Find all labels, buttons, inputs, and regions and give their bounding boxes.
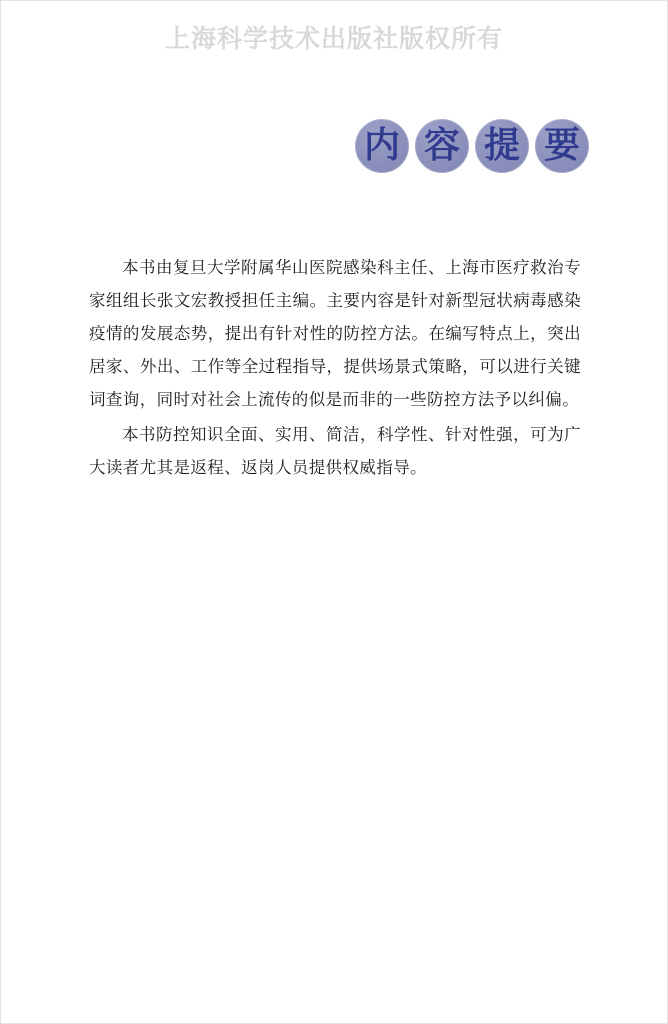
title-badge-3-label: 提 (483, 124, 520, 166)
abstract-body (89, 251, 581, 486)
paragraph-1: 本书由复旦大学附属华山医院感染科主任、上海市医疗救治专家组组长张文宏教授担任主编。主要内容是针对新型冠状病毒感染疫情的发展态势，提出有针对性的防控方法。在编写特点上，突出居家、外出、工作等全过程指导，提供场景式策略，可以进行关键词查询，同时对社会上流传的似是而非的一些防控方法予以纠偏。 (89, 258, 581, 409)
title-badge-2-label: 容 (423, 124, 460, 166)
title-badge-4-label: 要 (543, 124, 580, 166)
title-badge-3 (475, 119, 529, 173)
copyright-watermark: 上海科学技术出版社版权所有 (164, 24, 503, 53)
page-title (355, 119, 589, 173)
title-badge-2 (415, 119, 469, 173)
title-badge-1 (355, 119, 409, 173)
title-badge-1-label: 内 (363, 124, 400, 166)
title-badge-4 (535, 119, 589, 173)
paragraph-2: 本书防控知识全面、实用、简洁，科学性、针对性强，可为广大读者尤其是返程、返岗人员提供权威指导。 (89, 425, 581, 477)
